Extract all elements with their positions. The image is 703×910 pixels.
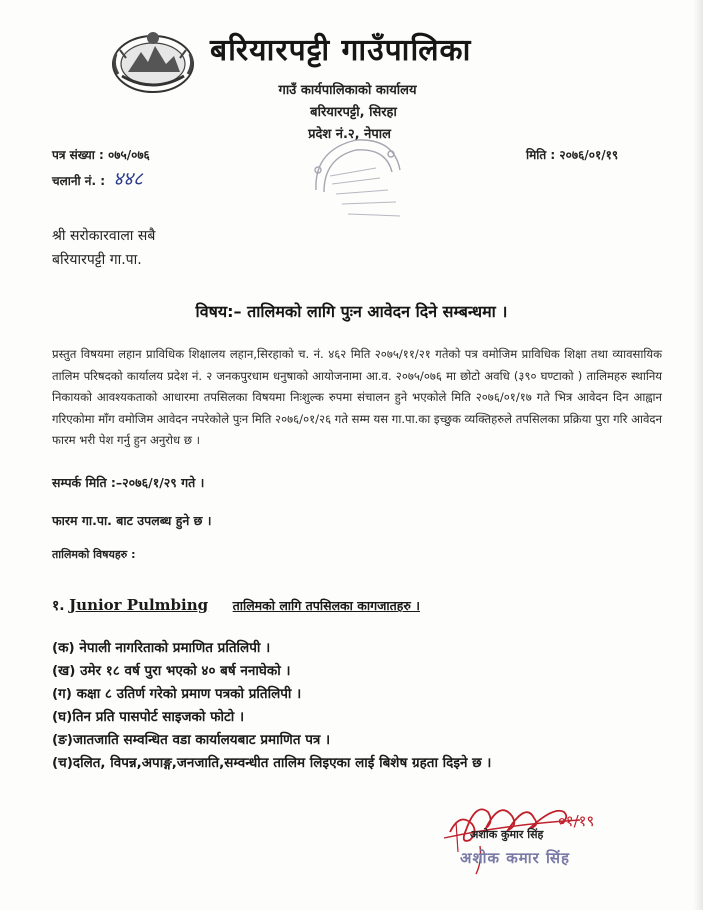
dispatch-number-label: चलानी नं. : [52,174,106,188]
letter-date: मिति : २०७६/०१/१९ [526,148,619,162]
requirement-item: (क) नेपाली नागरिताको प्रमाणित प्रतिलिपी । [52,640,271,656]
requirement-item: (ङ)जातजाति सम्वन्धित वडा कार्यालयबाट प्रमाणित पत्र । [52,732,331,748]
dispatch-number-handwritten: ४४८ [113,168,143,190]
signatory-name: अशोक कुमार सिंह [470,828,544,841]
dispatch-number [52,165,143,191]
course-line [52,596,420,615]
requirement-item: (च)दलित, विपन्न,अपाङ्ग,जनजाति,सम्वन्धीत तालिम लिइएका लाई बिशेष ग्रहता दिइने छ । [52,755,492,771]
addressee-line-1: श्री सरोकारवाला सबै [52,228,156,244]
requirement-item: (घ)तिन प्रति पासपोर्ट साइजको फोटो । [52,709,245,725]
office-name: गाउँ कार्यपालिकाको कार्यालय [278,83,417,98]
form-availability: फारम गा.पा. बाट उपलब्ध हुने छ । [52,513,212,528]
requirement-item: (ग) कक्षा ८ उतिर्ण गरेको प्रमाण पत्रको प्रतिलिपी । [52,686,302,702]
course-name: Junior Pulmbing [69,596,209,614]
required-documents-heading: तालिमको लागि तपसिलका कागजातहरु । [232,598,420,613]
svg-text:०१/१९: ०१/१९ [558,812,595,830]
official-stamp-icon [296,130,408,222]
office-location: बरियारपट्टी, सिरहा [310,105,397,120]
signatory-name-stamp: अशोक कमार सिंह [460,849,571,867]
course-number: १. [52,598,65,614]
letter-reference-number: पत्र संख्या : ०७५/०७६ [52,148,150,162]
training-subjects-label: तालिमको विषयहरु : [52,548,136,561]
requirement-item: (ख) उमेर १८ वर्ष पुरा भएको ४० बर्ष ननाघेको । [52,663,291,679]
page-edge-shadow [693,0,703,910]
contact-date: सम्पर्क मिति :–२०७६/१/२९ गते । [52,475,205,490]
organization-name: बरियारपट्टी गाउँपालिका [210,33,472,68]
province-line: प्रदेश नं.२, नेपाल [308,127,391,142]
letter-subject: विषय:– तालिमको लागि पुःन आवेदन दिने सम्बन्धमा । [195,302,508,321]
letter-body: प्रस्तुत विषयमा लहान प्राविधिक शिक्षालय लहान,सिरहाको च. नं. ४६२ मिति २०७५/११/२१ गतेको पत्र वमोजिम प्राविधिक शिक्षा तथा व्यावसायिक तालिम परिषदको कार्यालय प्रदेश नं. २ जनकपुरधाम धनुषाको आयोजनामा आ.व. २०७५/०७६ मा छोटो अवधि (३९० घण्टाको ) तालिमहरु स्थानिय निकायको आवश्यकताको आधारमा तपसिलका विषयमा निःशुल्क रुपमा संचालन हुने भएकोले मिति २०७६/०१/१७ गते भित्र आवेदन दिन आह्वान गरिएकोमा माँग वमोजिम आवेदन नपरेकोले पुःन मिति २०७६/०१/२६ गते सम्म यस गा.पा.का इच्छुक व्यक्तिहरुले तपसिलका प्रक्रिया पुरा गरि आवेदन फारम भरी पेश गर्नु हुन अनुरोध छ । [52,347,662,447]
addressee-line-2: बरियारपट्टी गा.पा. [52,252,142,268]
